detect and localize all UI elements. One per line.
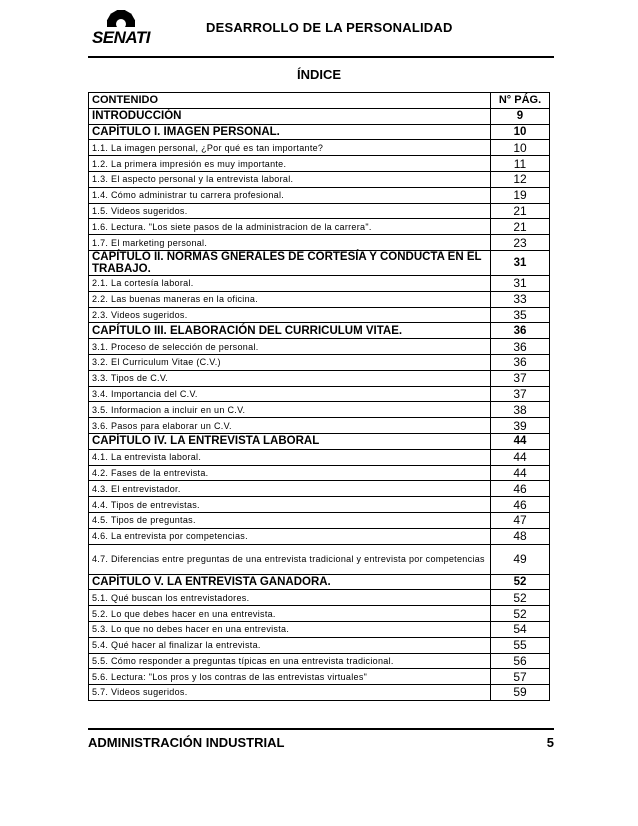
toc-item-row [89, 418, 550, 434]
toc-entry-page: 44 [491, 465, 550, 481]
toc-entry-title: INTRODUCCIÓN [89, 108, 491, 124]
toc-item-row [89, 512, 550, 528]
toc-item-row [89, 219, 550, 235]
toc-entry-title: 5.5. Cómo responder a preguntas típicas en una entrevista tradicional. [89, 653, 491, 669]
toc-item-row [89, 291, 550, 307]
toc-item-row [89, 386, 550, 402]
toc-entry-page: 57 [491, 669, 550, 685]
toc-item-row [89, 544, 550, 574]
toc-entry-page: 37 [491, 386, 550, 402]
toc-entry-page: 9 [491, 108, 550, 124]
toc-entry-title: 5.7. Videos sugeridos. [89, 685, 491, 701]
toc-entry-title: 5.2. Lo que debes hacer en una entrevista. [89, 606, 491, 622]
toc-item-row [89, 235, 550, 251]
toc-entry-title: 3.1. Proceso de selección de personal. [89, 339, 491, 355]
toc-entry-page: 52 [491, 574, 550, 590]
toc-entry-title: 4.5. Tipos de preguntas. [89, 512, 491, 528]
toc-entry-title: 4.2. Fases de la entrevista. [89, 465, 491, 481]
toc-entry-title: 1.2. La primera impresión es muy importante. [89, 156, 491, 172]
toc-item-row [89, 140, 550, 156]
toc-entry-title: 1.7. El marketing personal. [89, 235, 491, 251]
toc-item-row [89, 354, 550, 370]
toc-entry-title: 4.1. La entrevista laboral. [89, 449, 491, 465]
toc-chapter-row [89, 124, 550, 140]
toc-entry-title: CAPÍTULO V. LA ENTREVISTA GANADORA. [89, 574, 491, 590]
toc-chapter-row [89, 574, 550, 590]
toc-entry-title: 4.7. Diferencias entre preguntas de una entrevista tradicional y entrevista por competencias [89, 544, 491, 574]
toc-entry-title: 2.1. La cortesía laboral. [89, 275, 491, 291]
toc-entry-title: 3.5. Informacion a incluir en un C.V. [89, 402, 491, 418]
toc-entry-title: 5.4. Qué hacer al finalizar la entrevista. [89, 637, 491, 653]
toc-entry-page: 11 [491, 156, 550, 172]
toc-entry-page: 36 [491, 323, 550, 339]
toc-item-row [89, 187, 550, 203]
toc-entry-title: 1.3. El aspecto personal y la entrevista laboral. [89, 171, 491, 187]
toc-entry-title: 4.6. La entrevista por competencias. [89, 528, 491, 544]
toc-entry-title: 1.6. Lectura. "Los siete pasos de la administracion de la carrera". [89, 219, 491, 235]
toc-item-row [89, 156, 550, 172]
toc-entry-title: 3.6. Pasos para elaborar un C.V. [89, 418, 491, 434]
toc-entry-title: CAPÍTULO III. ELABORACIÓN DEL CURRICULUM VITAE. [89, 323, 491, 339]
toc-entry-page: 49 [491, 544, 550, 574]
senati-logo [88, 10, 154, 50]
toc-item-row [89, 685, 550, 701]
toc-entry-title: CAPÍTULO I. IMAGEN PERSONAL. [89, 124, 491, 140]
toc-item-row [89, 370, 550, 386]
toc-entry-page: 44 [491, 449, 550, 465]
toc-entry-page: 56 [491, 653, 550, 669]
footer-course: ADMINISTRACIÓN INDUSTRIAL [88, 735, 285, 750]
toc-entry-title: 2.3. Videos sugeridos. [89, 307, 491, 323]
toc-entry-title: 5.1. Qué buscan los entrevistadores. [89, 590, 491, 606]
toc-entry-title: 1.5. Videos sugeridos. [89, 203, 491, 219]
toc-chapter-row [89, 250, 550, 275]
toc-item-row [89, 606, 550, 622]
toc-entry-page: 36 [491, 339, 550, 355]
footer-divider [88, 728, 554, 730]
toc-item-row [89, 497, 550, 513]
toc-entry-title: 3.3. Tipos de C.V. [89, 370, 491, 386]
toc-entry-page: 52 [491, 606, 550, 622]
toc-item-row [89, 481, 550, 497]
toc-item-row [89, 275, 550, 291]
logo-text: SENATI [91, 28, 151, 47]
toc-entry-page: 46 [491, 497, 550, 513]
toc-entry-page: 19 [491, 187, 550, 203]
toc-entry-page: 47 [491, 512, 550, 528]
toc-entry-page: 46 [491, 481, 550, 497]
toc-item-row [89, 402, 550, 418]
toc-entry-title: CAPÍTULO IV. LA ENTREVISTA LABORAL [89, 433, 491, 449]
toc-item-row [89, 203, 550, 219]
toc-entry-title: 2.2. Las buenas maneras en la oficina. [89, 291, 491, 307]
toc-item-row [89, 171, 550, 187]
toc-item-row [89, 339, 550, 355]
toc-entry-page: 54 [491, 621, 550, 637]
toc-entry-page: 52 [491, 590, 550, 606]
toc-entry-title: 4.3. El entrevistador. [89, 481, 491, 497]
table-of-contents [88, 92, 550, 701]
page-header [88, 10, 554, 50]
toc-entry-page: 39 [491, 418, 550, 434]
page-number: 5 [546, 735, 554, 750]
table-header-row [89, 93, 550, 109]
toc-item-row [89, 669, 550, 685]
toc-chapter-row [89, 108, 550, 124]
toc-entry-title: 1.4. Cómo administrar tu carrera profesional. [89, 187, 491, 203]
toc-item-row [89, 528, 550, 544]
toc-item-row [89, 637, 550, 653]
toc-item-row [89, 621, 550, 637]
toc-entry-title: 3.2. El Curriculum Vitae (C.V.) [89, 354, 491, 370]
toc-entry-page: 48 [491, 528, 550, 544]
toc-entry-page: 21 [491, 203, 550, 219]
toc-item-row [89, 465, 550, 481]
toc-entry-title: 4.4. Tipos de entrevistas. [89, 497, 491, 513]
toc-entry-page: 10 [491, 140, 550, 156]
toc-entry-page: 55 [491, 637, 550, 653]
toc-entry-page: 31 [491, 275, 550, 291]
header-divider [88, 56, 554, 58]
toc-entry-page: 38 [491, 402, 550, 418]
column-header-content: CONTENIDO [89, 93, 491, 109]
toc-entry-page: 10 [491, 124, 550, 140]
toc-entry-title: 5.3. Lo que no debes hacer en una entrevista. [89, 621, 491, 637]
toc-entry-page: 35 [491, 307, 550, 323]
toc-item-row [89, 590, 550, 606]
toc-entry-title: 1.1. La imagen personal, ¿Por qué es tan importante? [89, 140, 491, 156]
toc-entry-page: 12 [491, 171, 550, 187]
index-title: ÍNDICE [296, 67, 342, 82]
toc-entry-title: CAPÍTULO II. NORMAS GNERALES DE CORTESÍA Y CONDUCTA EN EL TRABAJO. [89, 250, 491, 275]
toc-entry-page: 44 [491, 433, 550, 449]
toc-entry-title: 3.4. Importancia del C.V. [89, 386, 491, 402]
toc-entry-page: 33 [491, 291, 550, 307]
toc-item-row [89, 653, 550, 669]
toc-item-row [89, 307, 550, 323]
toc-entry-page: 31 [491, 250, 550, 275]
toc-entry-page: 59 [491, 685, 550, 701]
column-header-page: N° PÁG. [491, 93, 550, 109]
toc-item-row [89, 449, 550, 465]
toc-entry-page: 21 [491, 219, 550, 235]
toc-entry-page: 36 [491, 354, 550, 370]
toc-entry-page: 23 [491, 235, 550, 251]
toc-entry-title: 5.6. Lectura: "Los pros y los contras de las entrevistas virtuales" [89, 669, 491, 685]
toc-chapter-row [89, 433, 550, 449]
toc-chapter-row [89, 323, 550, 339]
document-title: DESARROLLO DE LA PERSONALIDAD [206, 20, 453, 35]
toc-entry-page: 37 [491, 370, 550, 386]
